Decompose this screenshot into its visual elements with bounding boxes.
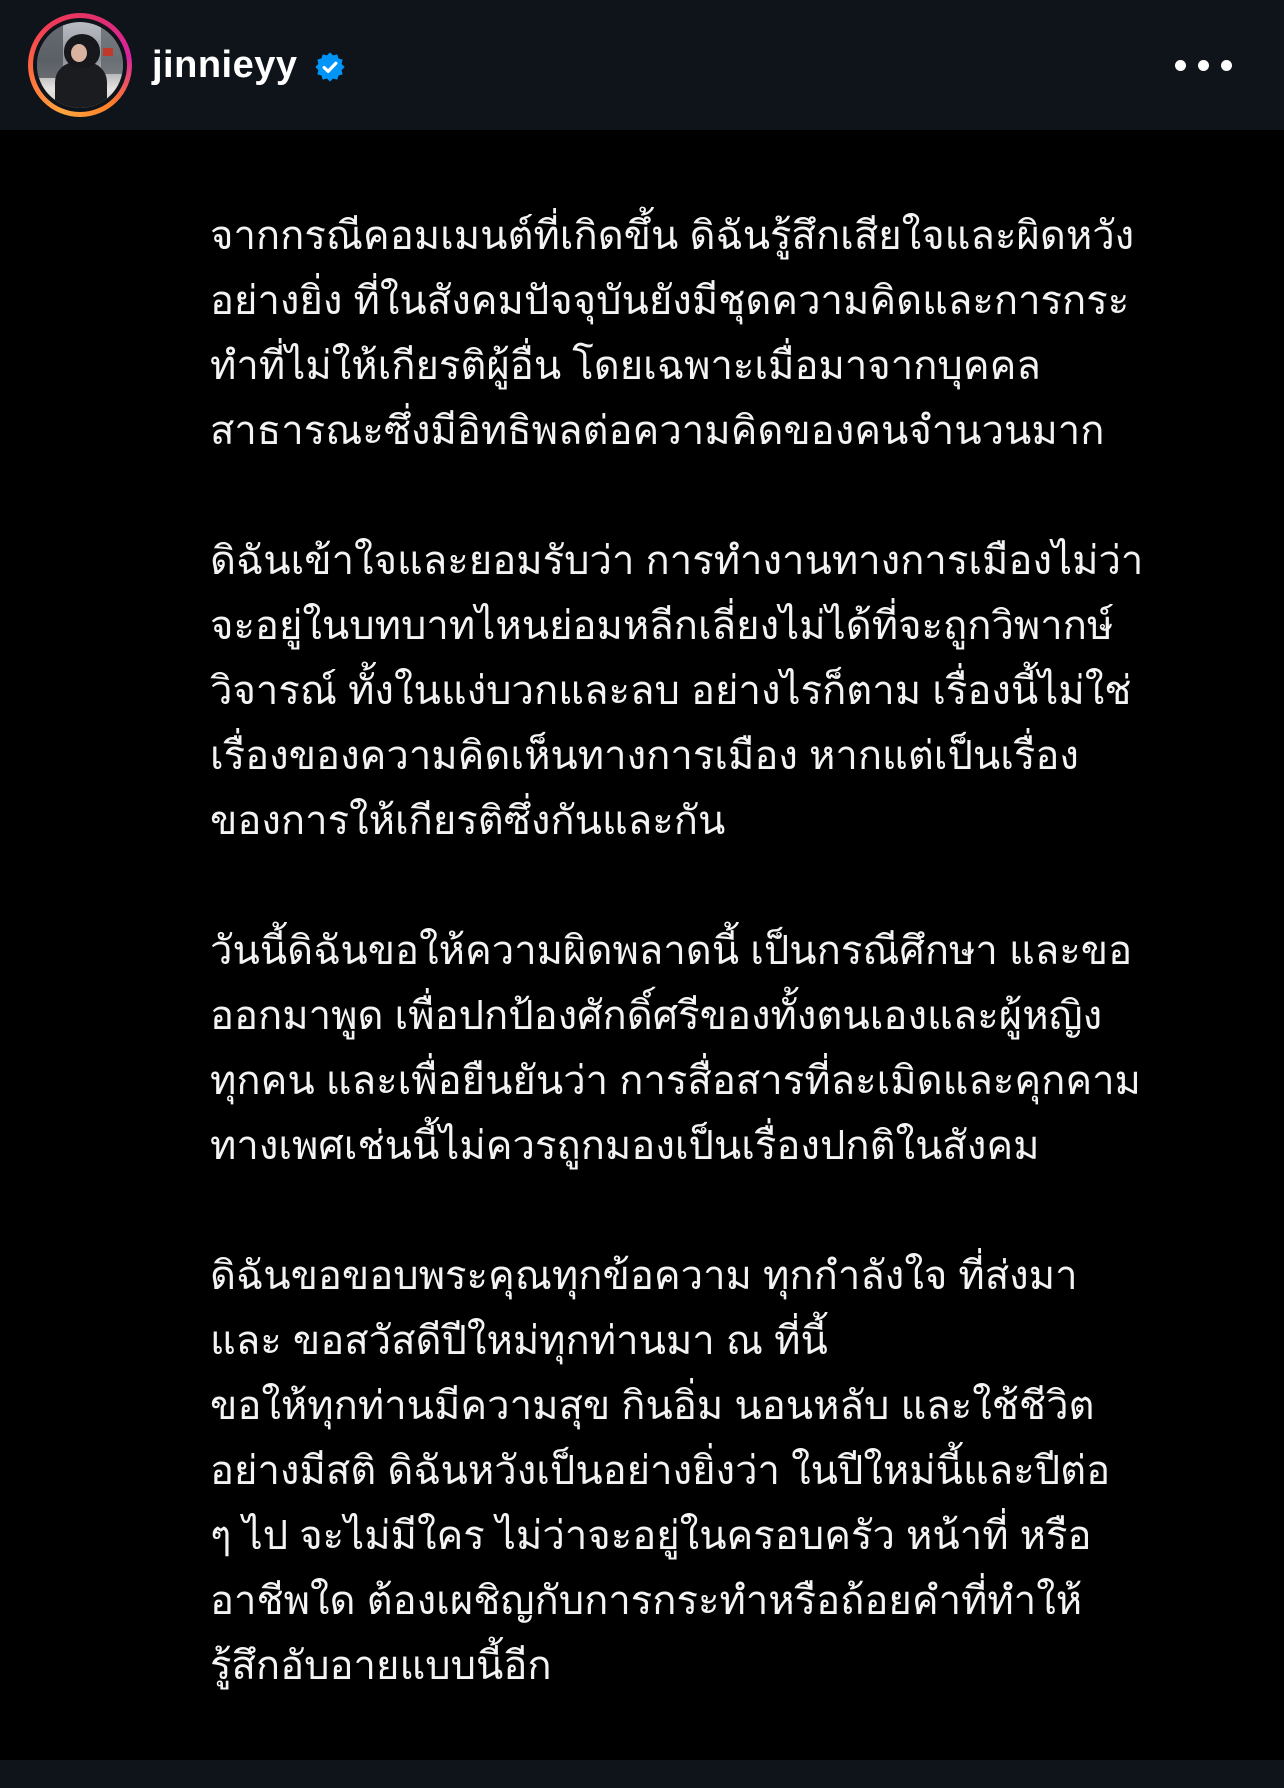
statement-line: สาธารณะซึ่งมีอิทธิพลต่อความคิดของคนจำนวนมาก <box>210 409 1105 453</box>
statement-line: วิจารณ์ ทั้งในแง่บวกและลบ อย่างไรก็ตาม เรื่องนี้ไม่ใช่ <box>210 669 1132 713</box>
statement-line: ขอให้ทุกท่านมีความสุข กินอิ่ม นอนหลับ และใช้ชีวิต <box>210 1384 1095 1428</box>
statement-line: และ ขอสวัสดีปีใหม่ทุกท่านมา ณ ที่นี้ <box>210 1319 828 1363</box>
statement-line: ออกมาพูด เพื่อปกป้องศักดิ์ศรีของทั้งตนเองและผู้หญิง <box>210 994 1103 1038</box>
statement-line: ดิฉันเข้าใจและยอมรับว่า การทำงานทางการเมืองไม่ว่า <box>210 539 1144 583</box>
statement-paragraph <box>210 529 1204 854</box>
statement-line: รู้สึกอับอายแบบนี้อีก <box>210 1644 552 1688</box>
more-options-button[interactable] <box>1165 50 1242 81</box>
statement-line: ของการให้เกียรติซึ่งกันและกัน <box>210 799 726 843</box>
verified-badge-icon <box>314 51 346 83</box>
statement-text <box>210 204 1204 1699</box>
statement-line: ทางเพศเช่นนี้ไม่ควรถูกมองเป็นเรื่องปกติในสังคม <box>210 1124 1040 1168</box>
photo-shape <box>103 48 113 56</box>
statement-line: ทำที่ไม่ให้เกียรติผู้อื่น โดยเฉพาะเมื่อมาจากบุคคล <box>210 344 1041 388</box>
post-image[interactable] <box>0 130 1284 1760</box>
statement-line: เรื่องของความคิดเห็นทางการเมือง หากแต่เป็นเรื่อง <box>210 734 1079 778</box>
statement-line: ทุกคน และเพื่อยืนยันว่า การสื่อสารที่ละเมิดและคุกคาม <box>210 1059 1141 1103</box>
statement-line: ดิฉันขอขอบพระคุณทุกข้อความ ทุกกำลังใจ ที่ส่งมา <box>210 1254 1078 1298</box>
post-header <box>0 0 1284 130</box>
avatar-photo <box>37 22 123 108</box>
three-dots-icon <box>1175 60 1186 71</box>
statement-paragraph <box>210 919 1204 1179</box>
statement-line: จะอยู่ในบทบาทไหนย่อมหลีกเลี่ยงไม่ได้ที่จะถูกวิพากษ์ <box>210 604 1114 648</box>
statement-line: อย่างมีสติ ดิฉันหวังเป็นอย่างยิ่งว่า ในปีใหม่นี้และปีต่อ <box>210 1449 1111 1493</box>
statement-paragraph <box>210 204 1204 464</box>
photo-shape <box>71 44 87 62</box>
statement-line: อาชีพใด ต้องเผชิญกับการกระทำหรือถ้อยคำที่ทำให้ <box>210 1579 1083 1623</box>
statement-line: อย่างยิ่ง ที่ในสังคมปัจจุบันยังมีชุดความคิดและการกระ <box>210 279 1130 323</box>
username[interactable]: jinnieyy <box>152 43 298 86</box>
statement-line: วันนี้ดิฉันขอให้ความผิดพลาดนี้ เป็นกรณีศึกษา และขอ <box>210 929 1133 973</box>
username-row <box>152 44 346 87</box>
statement-line: ๆ ไป จะไม่มีใคร ไม่ว่าจะอยู่ในครอบครัว หน้าที่ หรือ <box>210 1514 1092 1558</box>
statement-line: จากกรณีคอมเมนต์ที่เกิดขึ้น ดิฉันรู้สึกเสียใจและผิดหวัง <box>210 214 1135 258</box>
three-dots-icon <box>1198 60 1209 71</box>
story-ring-gap <box>33 18 127 112</box>
app-background-strip <box>0 1760 1284 1788</box>
three-dots-icon <box>1221 60 1232 71</box>
avatar[interactable] <box>28 13 132 117</box>
statement-paragraph <box>210 1244 1204 1699</box>
photo-shape <box>55 62 107 108</box>
